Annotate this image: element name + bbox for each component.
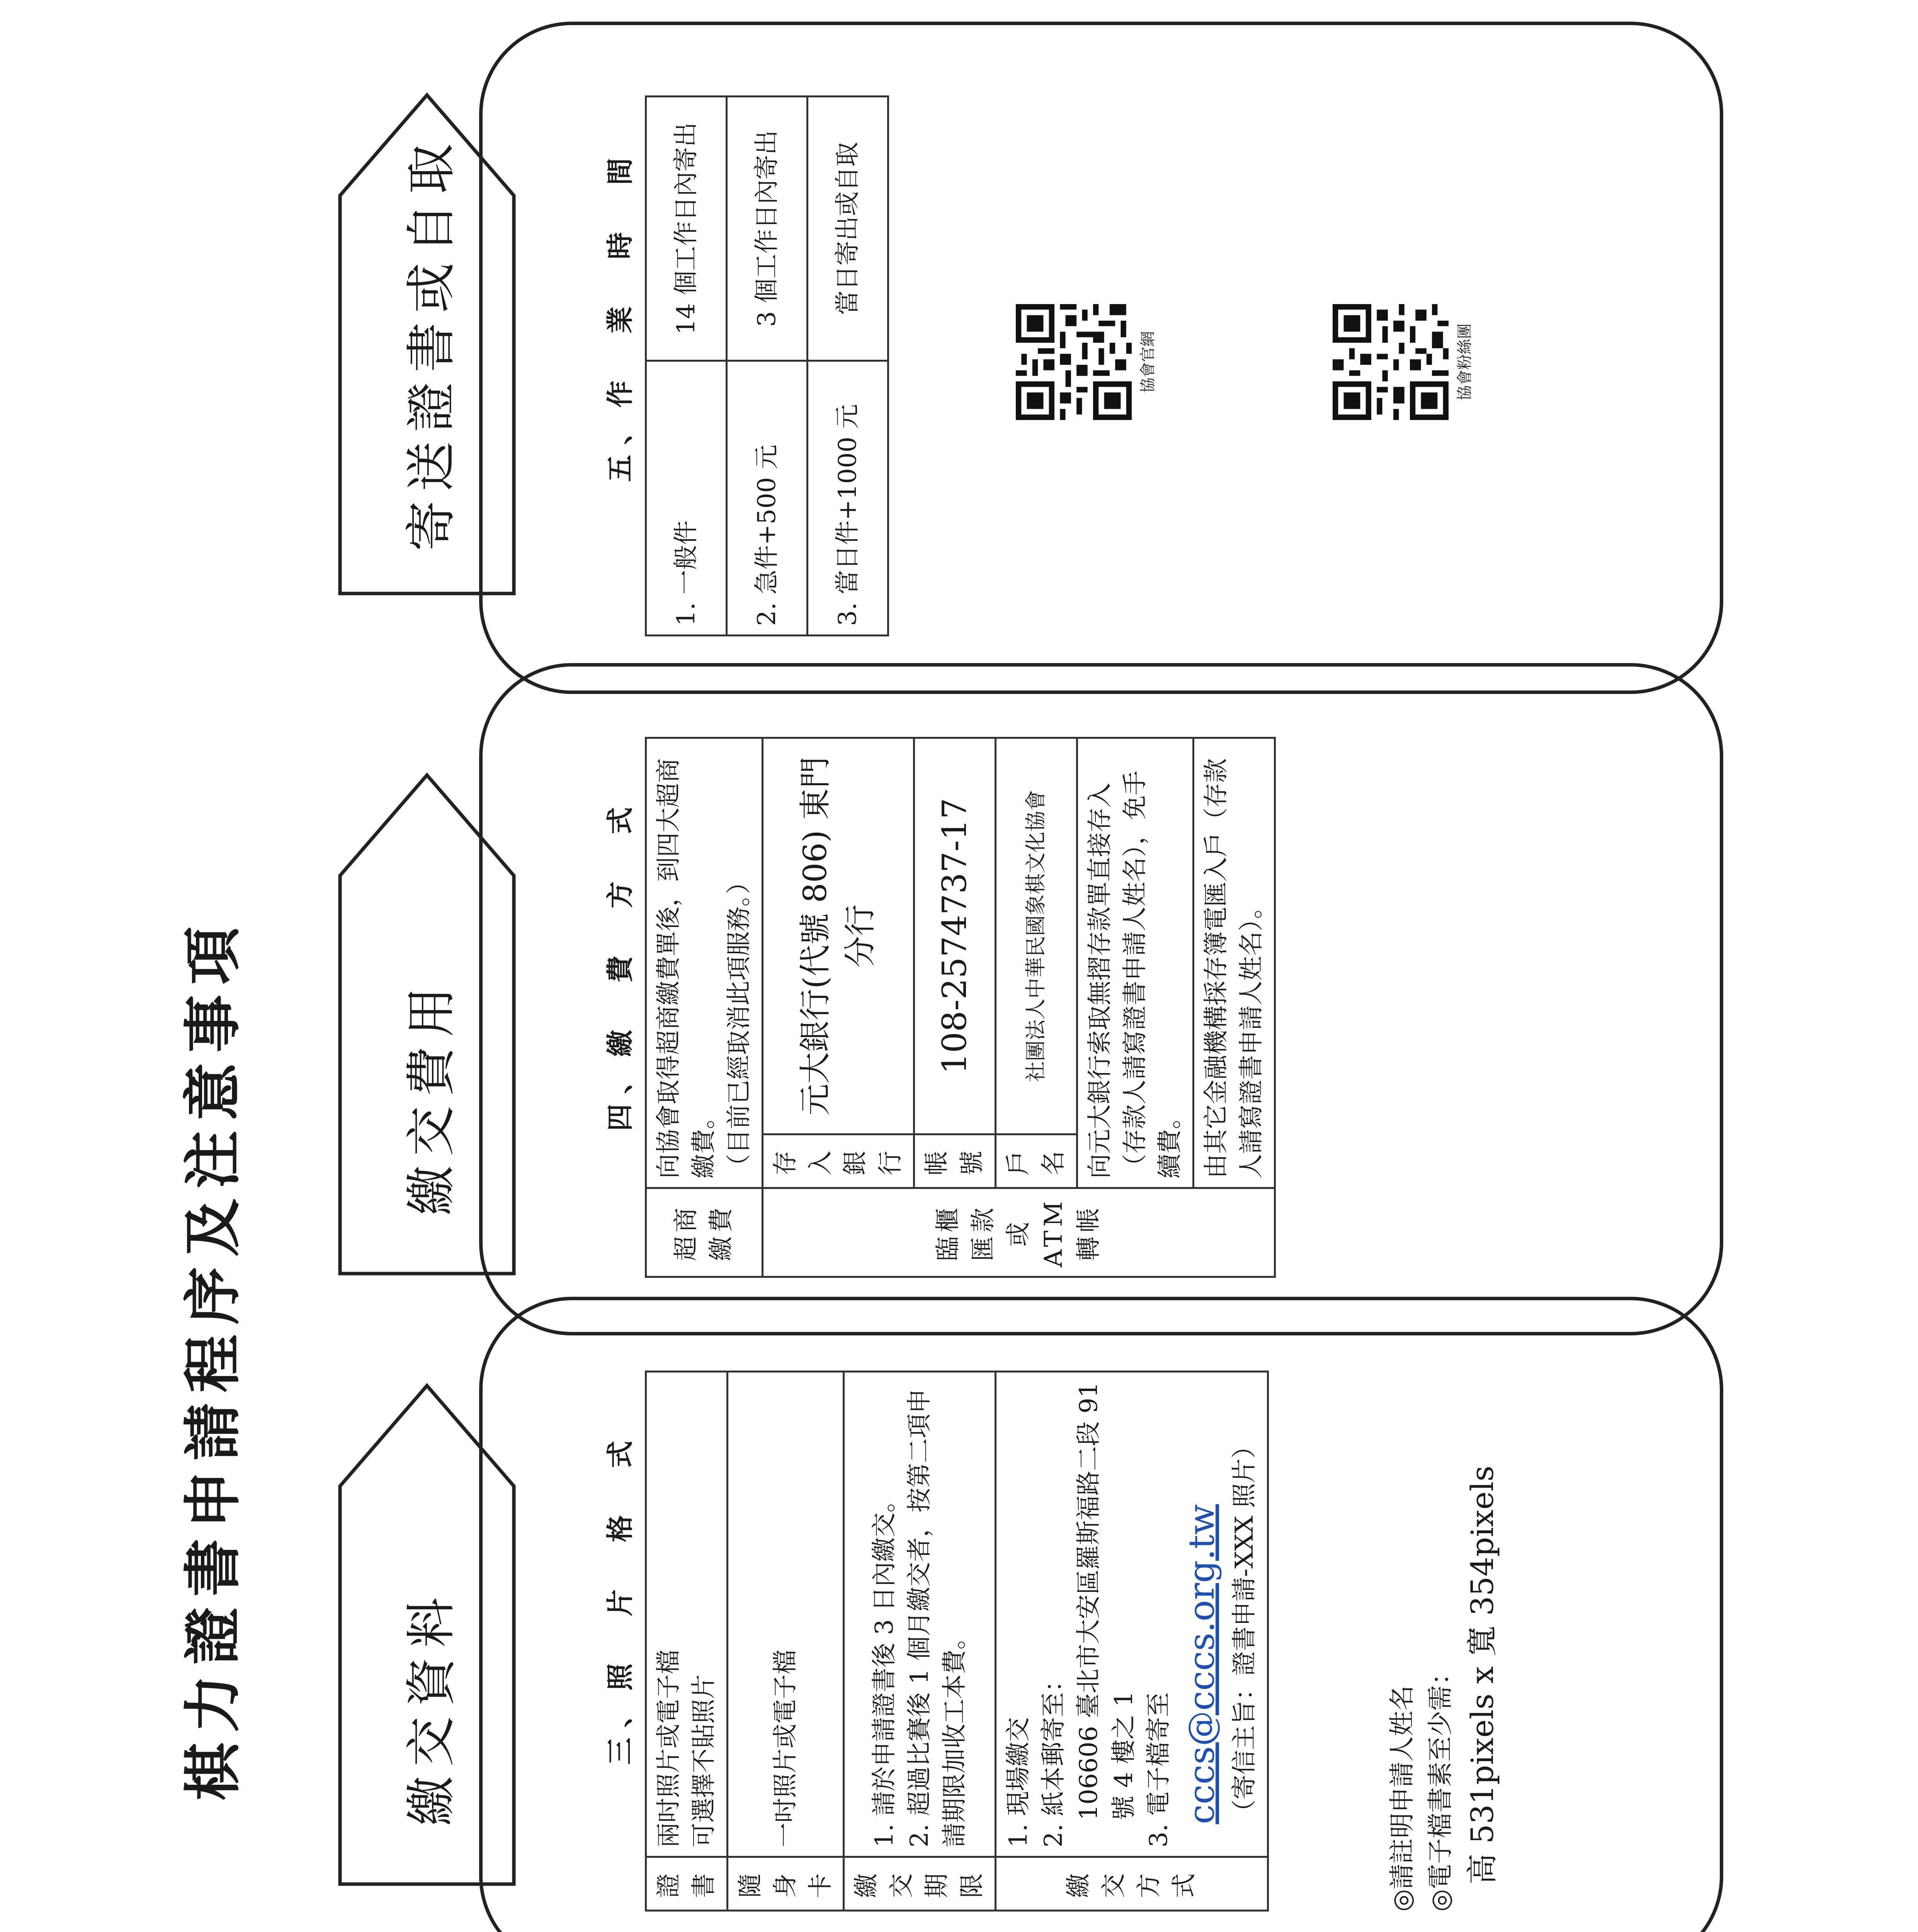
photo-note: ◎請註明申請人姓名 bbox=[1387, 1685, 1417, 1912]
email-link[interactable]: cccs@cccs.org.tw bbox=[1181, 1504, 1223, 1824]
photo-heading: 三、照 片 格 式 bbox=[604, 1431, 636, 1765]
period-label: 繳交期限 bbox=[844, 1857, 996, 1911]
method-label: 繳交方式 bbox=[995, 1857, 1268, 1911]
photo-size: 高 531pixels x 寬 354pixels bbox=[1464, 1465, 1500, 1884]
account-value: 108-2574737-17 bbox=[914, 738, 996, 1134]
period-item: 2. 超過比賽後 1 個月繳交者，按第二項申請期限加收工本費。 bbox=[905, 1389, 969, 1847]
processing-time: 3 個工作日內寄出 bbox=[727, 97, 808, 361]
submit-materials-panel bbox=[479, 1297, 1723, 1932]
photo-notes bbox=[1383, 1351, 1506, 1912]
processing-heading: 五、作 業 時 間 bbox=[604, 148, 636, 482]
cert-label: 證書 bbox=[646, 1857, 728, 1911]
cert-item: 兩吋照片或電子檔 bbox=[655, 1650, 683, 1847]
fanpage-qr-icon[interactable] bbox=[1333, 304, 1449, 420]
period-item: 1. 請於申請證書後 3 日內繳交。 bbox=[870, 1488, 899, 1847]
processing-type: 2. 急件+500 元 bbox=[727, 361, 808, 635]
method-item: 3. 電子檔寄至 bbox=[1144, 1692, 1173, 1847]
processing-time: 當日寄出或自取 bbox=[808, 97, 888, 361]
store-label: 超商繳費 bbox=[646, 1188, 763, 1277]
method-item: 1. 現場繳交 bbox=[1004, 1717, 1033, 1847]
payment-heading: 四、繳 費 方 式 bbox=[604, 797, 636, 1131]
card-label: 隨身卡 bbox=[727, 1857, 844, 1911]
mailing-address: 106606 臺北市大安區羅斯福路二段 91 號 4 樓之 1 bbox=[1074, 1382, 1138, 1820]
step-2-label: 繳交資料 bbox=[401, 1588, 461, 1826]
name-value: 社團法人中華民國象棋文化協會 bbox=[995, 738, 1077, 1134]
store-note: （目前已經取消此項服務。） bbox=[724, 869, 753, 1179]
step-4-label: 寄送證書或自取 bbox=[401, 134, 461, 551]
bank-label: 存入銀行 bbox=[762, 1134, 914, 1188]
website-qr-icon[interactable] bbox=[1016, 304, 1132, 420]
email-subject: （寄信主旨：證書申請-XXX 照片） bbox=[1230, 1434, 1259, 1824]
website-qr-caption: 協會官網 bbox=[1139, 331, 1157, 393]
photo-note: ◎電子檔書素至少需： bbox=[1425, 1660, 1455, 1912]
payment-table bbox=[645, 737, 1276, 1278]
counter-label: 臨櫃匯款或ATM轉帳 bbox=[762, 1188, 1275, 1277]
cert-item: 可選擇不貼照片 bbox=[689, 1674, 718, 1847]
method-item: 2. 紙本郵寄至： bbox=[1039, 1667, 1068, 1847]
card-item: 一吋照片或電子檔 bbox=[727, 1372, 844, 1857]
bank-value: 元大銀行(代號 806) 東門分行 bbox=[762, 738, 914, 1134]
name-label: 戶名 bbox=[995, 1134, 1077, 1188]
processing-type: 3. 當日件+1000 元 bbox=[808, 361, 888, 635]
account-label: 帳號 bbox=[914, 1134, 996, 1188]
fanpage-qr-caption: 協會粉絲團 bbox=[1456, 323, 1474, 401]
photo-table bbox=[645, 1371, 1269, 1912]
payment-panel bbox=[479, 663, 1723, 1335]
delivery-panel bbox=[479, 22, 1723, 694]
transfer-text: 向元大銀行索取無摺存款單直接存入（存款人請寫證書申請人姓名），免手續費。 bbox=[1077, 738, 1194, 1188]
processing-type: 1. 一般件 bbox=[646, 361, 727, 635]
page-title: 棋力證書申請程序及注意事項 bbox=[179, 917, 247, 1801]
step-3-label: 繳交費用 bbox=[401, 977, 461, 1216]
processing-table bbox=[645, 95, 889, 636]
processing-time: 14 個工作日內寄出 bbox=[646, 97, 727, 361]
store-text: 向協會取得超商繳費單後，到四大超商繳費。 bbox=[655, 758, 718, 1179]
other-text: 由其它金融機構採存簿電匯入戶（存款人請寫證書申請人姓名）。 bbox=[1194, 738, 1275, 1188]
